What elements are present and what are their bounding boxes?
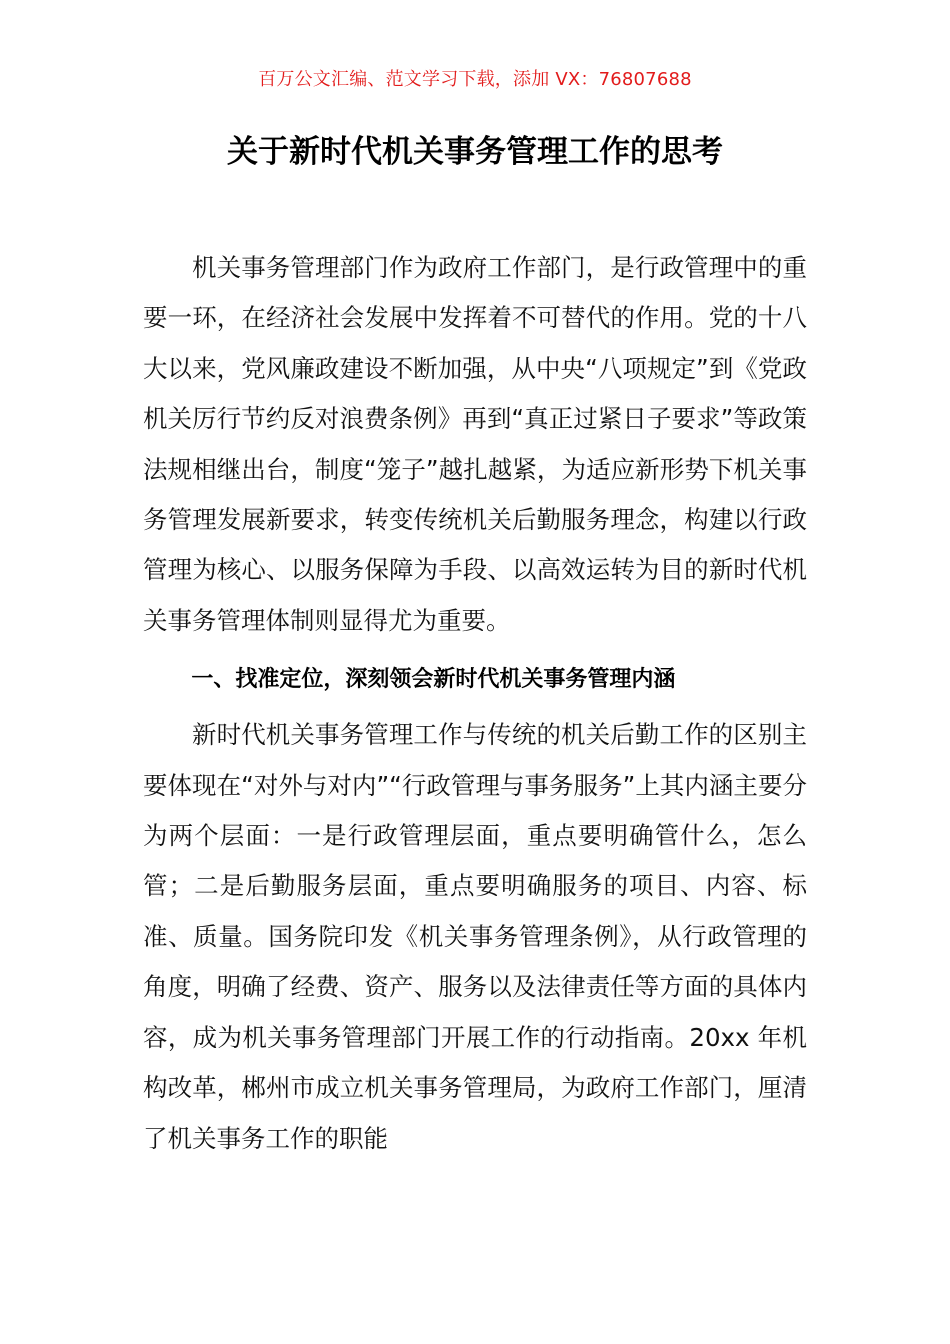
section-1-paragraph: 新时代机关事务管理工作与传统的机关后勤工作的区别主要体现在“对外与对内”“行政管理与事务服务”上其内涵主要分为两个层面：一是行政管理层面，重点要明确管什么，怎么管；二是后勤服务层面，重点要明确服务的项目、内容、标准、质量。国务院印发《机关事务管理条例》，从行政管理的角度，明确了经费、资产、服务以及法律责任等方面的具体内容，成为机关事务管理部门开展工作的行动指南。20xx 年机构改革，郴州市成立机关事务管理局，为政府工作部门，厘清了机关事务工作的职能: [143, 720, 807, 1153]
section-1-heading: 一、找准定位，深刻领会新时代机关事务管理内涵: [191, 667, 676, 693]
watermark-header-note: 百万公文汇编、范文学习下载，添加 VX：76807688: [258, 69, 692, 90]
intro-paragraph: 机关事务管理部门作为政府工作部门，是行政管理中的重要一环，在经济社会发展中发挥着不可替代的作用。党的十八大以来，党风廉政建设不断加强，从中央“八项规定”到《党政机关厉行节约反对浪费条例》再到“真正过紧日子要求”等政策法规相继出台，制度“笼子”越扎越紧，为适应新形势下机关事务管理发展新要求，转变传统机关后勤服务理念，构建以行政管理为核心、以服务保障为手段、以高效运转为目的新时代机关事务管理体制则显得尤为重要。: [143, 253, 807, 635]
document-body: [143, 243, 807, 1164]
document-title: 关于新时代机关事务管理工作的思考: [227, 134, 723, 170]
